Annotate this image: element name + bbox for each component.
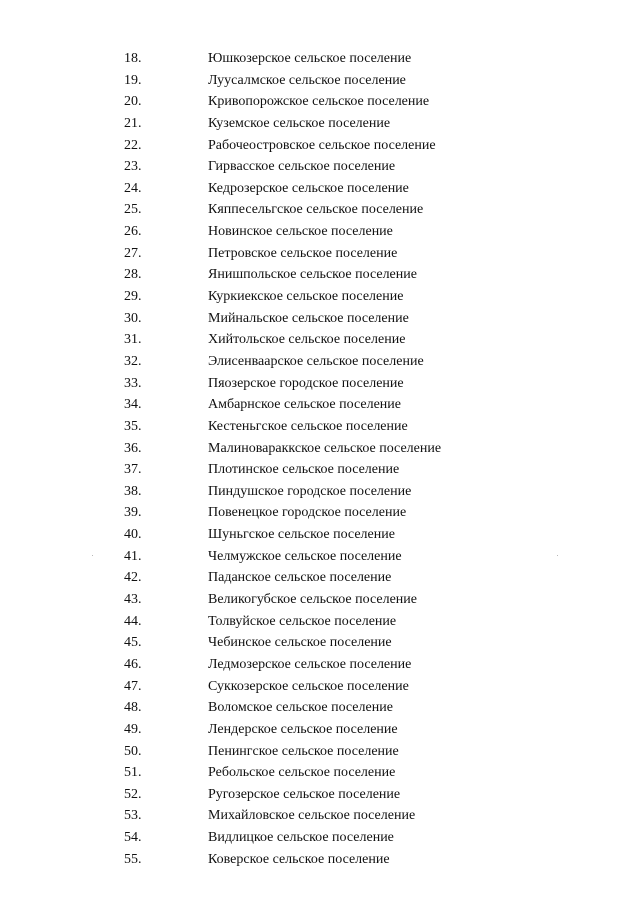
- item-number: 30.: [124, 310, 142, 326]
- list-item: [0, 611, 640, 633]
- list-item: [0, 481, 640, 503]
- list-item: [0, 308, 640, 330]
- item-number: 31.: [124, 332, 142, 348]
- settlement-name: Хийтольское сельское поселение: [208, 332, 406, 348]
- list-item: [0, 632, 640, 654]
- list-item: [0, 199, 640, 221]
- item-number: 24.: [124, 180, 142, 196]
- item-number: 21.: [124, 115, 142, 131]
- settlement-name: Михайловское сельское поселение: [208, 808, 416, 824]
- item-number: 22.: [124, 137, 142, 153]
- settlement-name: Мийнальское сельское поселение: [208, 310, 409, 326]
- settlement-name: Видлицкое сельское поселение: [208, 830, 394, 846]
- item-number: 45.: [124, 635, 142, 651]
- item-number: 23.: [124, 159, 142, 175]
- item-number: 42.: [124, 570, 142, 586]
- item-number: 37.: [124, 462, 142, 478]
- list-item: [0, 784, 640, 806]
- settlement-name: Суккозерское сельское поселение: [208, 678, 409, 694]
- item-number: 43.: [124, 592, 142, 608]
- item-number: 25.: [124, 202, 142, 218]
- settlement-name: Элисенваарское сельское поселение: [208, 353, 424, 369]
- item-number: 34.: [124, 397, 142, 413]
- list-item: [0, 827, 640, 849]
- settlement-name: Ледмозерское сельское поселение: [208, 656, 412, 672]
- settlement-name: Юшкозерское сельское поселение: [208, 51, 412, 66]
- item-number: 54.: [124, 830, 142, 846]
- list-item: [0, 502, 640, 524]
- settlement-name: Кяппесельгское сельское поселение: [208, 202, 424, 218]
- list-item: [0, 697, 640, 719]
- settlement-name: Петровское сельское поселение: [208, 245, 398, 261]
- item-number: 41.: [124, 548, 142, 564]
- list-item: [0, 567, 640, 589]
- item-number: 28.: [124, 267, 142, 283]
- settlement-name: Шуньгское сельское поселение: [208, 527, 395, 543]
- settlement-name: Коверское сельское поселение: [208, 851, 390, 867]
- settlement-name: Амбарнское сельское поселение: [208, 397, 401, 413]
- settlement-list: [0, 48, 640, 870]
- settlement-name: Толвуйское сельское поселение: [208, 613, 397, 629]
- item-number: 39.: [124, 505, 142, 521]
- settlement-name: Паданское сельское поселение: [208, 570, 392, 586]
- item-number: 38.: [124, 483, 142, 499]
- settlement-name: Великогубское сельское поселение: [208, 592, 417, 608]
- settlement-name: Кедрозерское сельское поселение: [208, 180, 409, 196]
- settlement-name: Чебинское сельское поселение: [208, 635, 392, 651]
- settlement-name: Рабочеостровское сельское поселение: [208, 137, 436, 153]
- settlement-name: Пиндушское городское поселение: [208, 483, 412, 499]
- list-item: [0, 654, 640, 676]
- item-number: 33.: [124, 375, 142, 391]
- list-item: [0, 373, 640, 395]
- item-number: 26.: [124, 224, 142, 240]
- settlement-name: Пяозерское городское поселение: [208, 375, 404, 391]
- settlement-name: Кестеньгское сельское поселение: [208, 418, 408, 434]
- list-item: [0, 91, 640, 113]
- list-item: [0, 48, 640, 70]
- list-item: [0, 805, 640, 827]
- list-item: [0, 741, 640, 763]
- list-item: [0, 351, 640, 373]
- item-number: 27.: [124, 245, 142, 261]
- settlement-name: Лендерское сельское поселение: [208, 721, 398, 737]
- list-item: [0, 524, 640, 546]
- list-item: [0, 849, 640, 871]
- settlement-name: Луусалмское сельское поселение: [208, 72, 406, 88]
- list-item: [0, 178, 640, 200]
- list-item: [0, 546, 640, 568]
- list-item: [0, 156, 640, 178]
- list-item: [0, 329, 640, 351]
- list-item: [0, 70, 640, 92]
- list-item: [0, 394, 640, 416]
- item-number: 19.: [124, 72, 142, 88]
- settlement-name: Куркиекское сельское поселение: [208, 289, 404, 305]
- list-item: [0, 221, 640, 243]
- item-number: 48.: [124, 700, 142, 716]
- list-item: [0, 243, 640, 265]
- item-number: 52.: [124, 786, 142, 802]
- list-item: [0, 264, 640, 286]
- item-number: 46.: [124, 656, 142, 672]
- item-number: 20.: [124, 94, 142, 110]
- settlement-name: Янишпольское сельское поселение: [208, 267, 417, 283]
- list-item: [0, 459, 640, 481]
- item-number: 36.: [124, 440, 142, 456]
- scan-speck-left: [92, 555, 93, 556]
- item-number: 47.: [124, 678, 142, 694]
- settlement-name: Челмужское сельское поселение: [208, 548, 402, 564]
- list-item: [0, 762, 640, 784]
- settlement-name: Новинское сельское поселение: [208, 224, 393, 240]
- list-item: [0, 135, 640, 157]
- list-item: [0, 676, 640, 698]
- item-number: 55.: [124, 851, 142, 867]
- list-item: [0, 286, 640, 308]
- settlement-name: Куземское сельское поселение: [208, 115, 391, 131]
- settlement-name: Гирвасское сельское поселение: [208, 159, 396, 175]
- settlement-name: Повенецкое городское поселение: [208, 505, 407, 521]
- item-number: 18.: [124, 51, 142, 66]
- settlement-name: Пенингское сельское поселение: [208, 743, 399, 759]
- item-number: 35.: [124, 418, 142, 434]
- settlement-name: Ругозерское сельское поселение: [208, 786, 401, 802]
- list-item: [0, 438, 640, 460]
- item-number: 49.: [124, 721, 142, 737]
- item-number: 32.: [124, 353, 142, 369]
- settlement-name: Плотинское сельское поселение: [208, 462, 400, 478]
- list-item: [0, 589, 640, 611]
- item-number: 40.: [124, 527, 142, 543]
- list-item: [0, 113, 640, 135]
- scan-speck-right: [557, 555, 558, 556]
- list-item: [0, 719, 640, 741]
- settlement-name: Ребольское сельское поселение: [208, 765, 396, 781]
- item-number: 51.: [124, 765, 142, 781]
- settlement-name: Малиновараккское сельское поселение: [208, 440, 442, 456]
- item-number: 50.: [124, 743, 142, 759]
- settlement-name: Воломское сельское поселение: [208, 700, 393, 716]
- list-item: [0, 416, 640, 438]
- item-number: 53.: [124, 808, 142, 824]
- settlement-name: Кривопорожское сельское поселение: [208, 94, 430, 110]
- item-number: 44.: [124, 613, 142, 629]
- item-number: 29.: [124, 289, 142, 305]
